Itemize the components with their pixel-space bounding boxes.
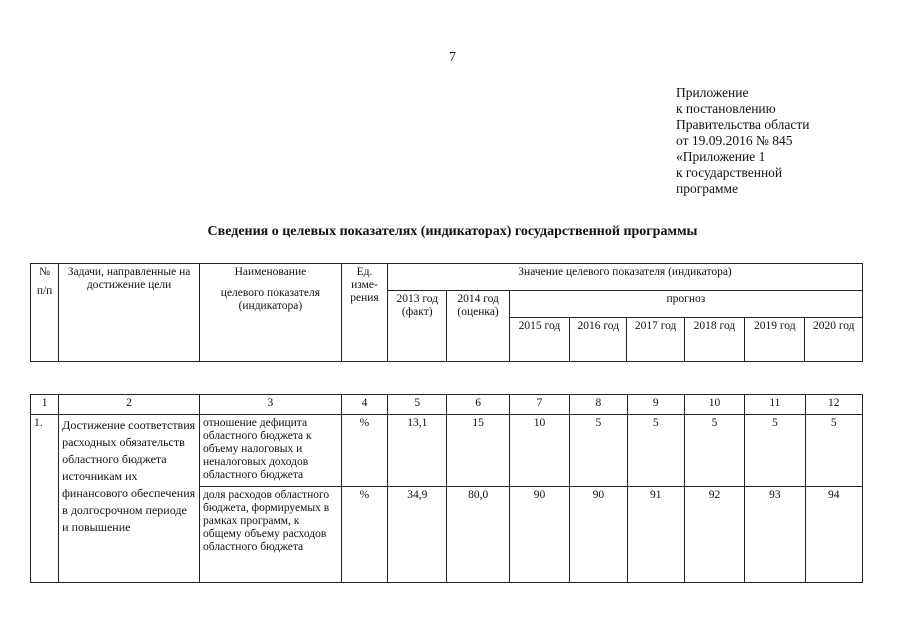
indicator-unit: %	[341, 487, 387, 583]
column-number: 7	[509, 395, 569, 415]
header-tasks: Задачи, направленные на достижение цели	[59, 264, 200, 362]
indicator-value: 5	[570, 415, 627, 487]
header-forecast-year: 2016 год	[570, 318, 627, 362]
indicator-value: 93	[745, 487, 805, 583]
header-year-line: (факт)	[401, 306, 433, 318]
header-unit-line: Ед.	[356, 266, 373, 278]
page-number: 7	[449, 50, 456, 65]
column-number: 9	[627, 395, 684, 415]
row-number: 1.	[31, 415, 59, 583]
indicator-value: 34,9	[388, 487, 447, 583]
indicator-value: 13,1	[388, 415, 447, 487]
header-forecast: прогноз	[509, 291, 862, 318]
column-number: 10	[684, 395, 744, 415]
indicator-name: отношение дефицита областного бюджета к объему налоговых и неналоговых доходов областного бюджета	[200, 415, 342, 487]
indicators-body-table	[30, 394, 863, 583]
task-text: Достижение соответствия расходных обязательств областного бюджета источникам их финансового обеспечения в долгосрочном периоде и повышение	[59, 415, 200, 583]
indicator-value: 90	[570, 487, 627, 583]
header-number	[31, 264, 59, 362]
column-number: 11	[745, 395, 805, 415]
header-name-line: целевого показателя	[220, 287, 320, 299]
header-2014	[447, 291, 509, 362]
indicator-value: 5	[627, 415, 684, 487]
appendix-note	[676, 85, 896, 197]
column-number: 3	[200, 395, 342, 415]
document-title: Сведения о целевых показателях (индикаторах) государственной программы	[207, 224, 698, 239]
header-name-line: Наименование	[234, 266, 307, 278]
header-year-line: 2014 год	[457, 293, 499, 305]
indicator-value: 5	[684, 415, 744, 487]
header-forecast-year: 2015 год	[509, 318, 569, 362]
header-unit	[341, 264, 387, 362]
indicator-name: доля расходов областного бюджета, формируемых в рамках программ, к общему объему расходов областного бюджета	[200, 487, 342, 583]
header-unit-line: рения	[350, 292, 379, 304]
indicator-value: 92	[684, 487, 744, 583]
header-name-line: (индикатора)	[238, 300, 303, 312]
header-year-line: 2013 год	[396, 293, 439, 305]
header-forecast-year: 2020 год	[805, 318, 863, 362]
header-year-line: (оценка)	[457, 306, 499, 318]
indicators-header-table	[30, 263, 863, 362]
table-row	[31, 415, 863, 487]
appendix-line: к государственной	[676, 165, 783, 180]
header-indicator-name	[199, 264, 341, 362]
column-number-row	[31, 395, 863, 415]
indicator-value: 91	[627, 487, 684, 583]
appendix-line: программе	[676, 181, 739, 196]
header-2013	[388, 291, 447, 362]
column-number: 12	[805, 395, 862, 415]
column-number: 8	[570, 395, 627, 415]
header-number-line: №	[39, 266, 51, 278]
header-values: Значение целевого показателя (индикатора)	[388, 264, 863, 291]
column-number: 1	[31, 395, 59, 415]
header-forecast-year: 2019 год	[745, 318, 805, 362]
column-number: 2	[59, 395, 200, 415]
appendix-line: к постановлению	[676, 101, 776, 116]
indicator-value: 5	[805, 415, 862, 487]
header-number-line: п/п	[36, 285, 53, 297]
appendix-line: Правительства области	[676, 117, 810, 132]
appendix-line: от 19.09.2016 № 845	[676, 133, 793, 148]
appendix-line: Приложение	[676, 85, 749, 100]
header-unit-line: изме-	[351, 279, 378, 291]
indicator-value: 90	[509, 487, 569, 583]
header-forecast-year: 2017 год	[627, 318, 684, 362]
indicator-value: 80,0	[447, 487, 509, 583]
indicator-value: 94	[805, 487, 862, 583]
column-number: 4	[341, 395, 387, 415]
column-number: 6	[447, 395, 509, 415]
indicator-value: 10	[509, 415, 569, 487]
indicator-unit: %	[341, 415, 387, 487]
header-forecast-year: 2018 год	[684, 318, 744, 362]
indicator-value: 5	[745, 415, 805, 487]
column-number: 5	[388, 395, 447, 415]
indicator-value: 15	[447, 415, 509, 487]
appendix-line: «Приложение 1	[676, 149, 766, 164]
